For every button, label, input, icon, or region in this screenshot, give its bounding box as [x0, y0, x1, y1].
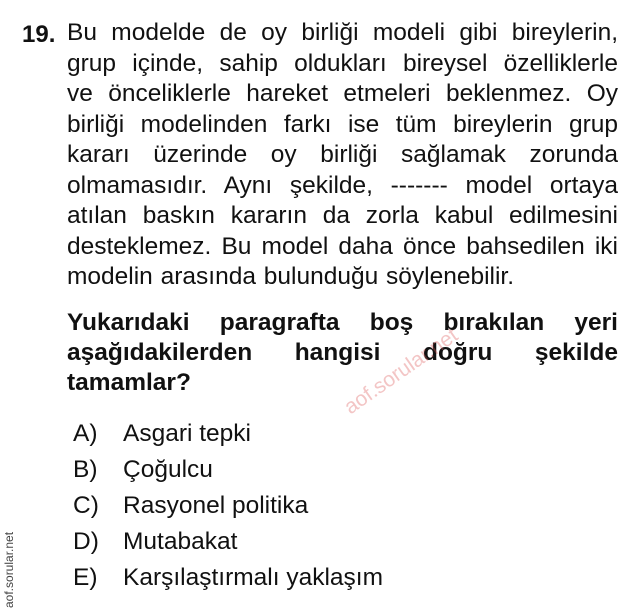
stem-line: olmamasıdır. Aynı şekilde, ------- model ortaya [67, 171, 618, 199]
stem-line: grup içinde, sahip oldukları bireysel özelliklerle [67, 49, 618, 77]
prompt-line: Yukarıdaki paragrafta boş bırakılan yeri [67, 309, 618, 336]
option-text: Mutabakat [123, 528, 238, 555]
stem-line: Bu modelde de oy birliği modeli gibi bireylerin, [67, 19, 618, 46]
stem-line: modelin arasında bulunduğu söylenebilir. [67, 263, 515, 290]
option-letter: C) [73, 492, 99, 519]
watermark-center: aof.sorular.net [340, 323, 463, 419]
option-text: Karşılaştırmalı yaklaşım [123, 564, 384, 591]
question-prompt [67, 308, 618, 398]
stem-line: birliği modelinden farkı ise tüm bireylerin grup [67, 110, 618, 138]
watermark-side: aof.sorular.net [2, 531, 16, 608]
option-b[interactable] [73, 452, 493, 488]
option-c[interactable] [73, 488, 493, 524]
prompt-line: tamamlar? [67, 369, 191, 396]
stem-line: desteklemez. Bu model daha önce bahsedilen iki [67, 232, 618, 260]
prompt-line: aşağıdakilerden hangisi doğru şekilde [67, 339, 618, 366]
option-letter: A) [73, 420, 98, 447]
option-letter: B) [73, 456, 98, 483]
stem-line: ve önceliklerle hareket etmeleri beklenmez. Oy [67, 80, 618, 107]
stem-line: atılan baskın kararın da zorla kabul edilmesini [67, 202, 618, 229]
question-number: 19. [22, 21, 56, 48]
option-text: Çoğulcu [123, 456, 213, 483]
question-stem [67, 18, 618, 293]
option-text: Rasyonel politika [123, 492, 309, 519]
option-d[interactable] [73, 524, 493, 560]
option-text: Asgari tepki [123, 420, 252, 447]
option-letter: E) [73, 564, 98, 591]
stem-line: kararı üzerinde oy birliği sağlamak zorunda [67, 141, 618, 168]
option-e[interactable] [73, 560, 493, 596]
option-letter: D) [73, 528, 99, 555]
answer-options [73, 416, 493, 596]
option-a[interactable] [73, 416, 493, 452]
